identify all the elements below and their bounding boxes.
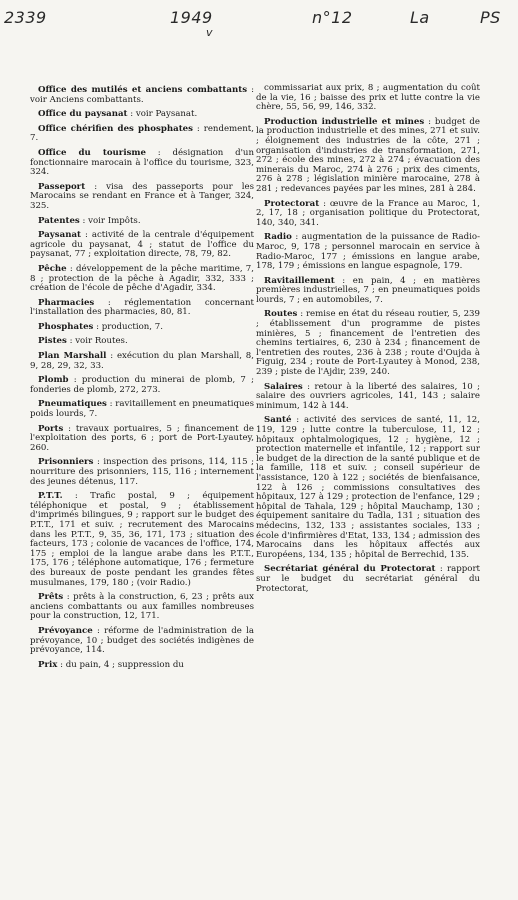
- handwritten-la: La: [410, 8, 430, 27]
- entry-text: : rendement, 7.: [30, 123, 254, 144]
- entry-text: : rapport sur le budget du secrétariat général du Protectorat,: [256, 564, 481, 594]
- index-entry: [30, 337, 254, 347]
- index-entry: [30, 86, 254, 105]
- entry-heading: Radio: [264, 232, 292, 243]
- entry-heading: P.T.T.: [38, 491, 63, 502]
- entry-heading: Production industrielle et mines: [264, 116, 425, 127]
- entry-text: commissariat aux prix, 8 ; augmentation du coût de la vie, 16 ; baisse des prix et lutte contre la vie chère, 55, 56, 99, 146, 332.: [256, 83, 480, 113]
- entry-text: : activité des services de santé, 11, 12, 119, 129 ; lutte contre la tuberculose, 11, 12 ; hôpitaux ophtalmologiques, 12 ; hygiène, 12 ; protection maternelle et infantile, 12 ; rapport sur le budget de la direction de la santé publique et de la famille, 118 et suiv. ; conseil supérieur de l'assistance, 120 à 122 ; sociétés de bienfaisance, 122 à 126 ; commissions consultatives des hôpitaux, 127 à 129 ; protection de l'enfance, 129 ; hôpital de Tahala, 129 ; hôpital Mauchamp, 130 ; équipement sanitaire du Tadla, 131 ; situation des médecins, 132, 133 ; assistantes sociales, 133 ; école d'infirmières d'Etat, 133, 134 ; admission des Marocains dans les hôpitaux affectés aux Européens, 134, 135 ; hôpital de Berrechid, 135.: [256, 415, 480, 560]
- index-entry: [30, 400, 254, 419]
- entry-heading: Ravitaillement: [264, 275, 335, 286]
- index-entry: [30, 458, 254, 487]
- entry-heading: Patentes: [38, 215, 80, 226]
- entry-text: : visa des passeports pour les Marocains se rendant en France et à Tanger, 324, 325.: [30, 181, 254, 211]
- entry-heading: Pharmacies: [38, 297, 95, 308]
- entry-heading: Office du paysanat: [38, 109, 128, 120]
- entry-heading: Prévoyance: [38, 625, 93, 636]
- entry-heading: Prix: [38, 659, 58, 670]
- index-entry: [256, 565, 480, 594]
- entry-heading: Plan Marshall: [38, 351, 107, 362]
- entry-text: : travaux portuaires, 5 ; financement de l'exploitation des ports, 6 ; port de Port-Lyautey, 260.: [30, 423, 254, 453]
- index-entry: [30, 425, 254, 454]
- entry-text: : réforme de l'administration de la prévoyance, 10 ; budget des sociétés indigènes de prévoyance, 114.: [30, 625, 254, 656]
- entry-heading: Prisonniers: [38, 457, 94, 468]
- entry-heading: Pêche: [38, 263, 67, 274]
- index-entry: [30, 593, 254, 622]
- entry-heading: Secrétariat général du Protectorat: [264, 564, 436, 575]
- index-entry: [256, 84, 480, 113]
- entry-text: : désignation d'un fonctionnaire marocain à l'office du tourisme, 323, 324.: [30, 147, 254, 178]
- entry-text: : du pain, 4 ; suppression du: [57, 659, 184, 670]
- entry-heading: Pneumatiques: [38, 399, 107, 410]
- index-entry: [30, 352, 254, 371]
- entry-text: : activité de la centrale d'équipement agricole du paysanat, 4 ; statut de l'office du paysanat, 77 ; exploitation directe, 78, 79, 82.: [30, 230, 254, 260]
- entry-text: : voir Routes.: [66, 336, 128, 347]
- index-entry: [256, 383, 480, 412]
- entry-text: : retour à la liberté des salaires, 10 ; salaire des ouvriers agricoles, 141, 143 ; salaire minimum, 142 à 144.: [256, 381, 480, 411]
- entry-text: : production, 7.: [93, 321, 163, 332]
- index-entry: [30, 110, 254, 120]
- entry-text: : budget de la production industrielle et des mines, 271 et suiv. ; éloignement des industries de la côte, 271 ; organisation d'industries de transformation, 271, 272 ; école des mines, 272 à 274 ; évacuation des minerais du Maroc, 274 à 276 ; prix des ciments, 276 à 278 ; législation minière marocaine, 278 à 281 ; redevances payées par les mines, 281 à 284.: [256, 116, 480, 194]
- entry-heading: Protectorat: [264, 198, 320, 209]
- index-entry: [256, 277, 480, 306]
- entry-heading: Plomb: [38, 375, 69, 386]
- entry-text: : développement de la pêche maritime, 7, 8 ; protection de la pêche à Agadir, 332, 333 ; création de l'école de pêche d'Agadir, 334.: [30, 263, 254, 294]
- entry-heading: Paysanat: [38, 230, 81, 241]
- index-entry: [256, 416, 480, 560]
- right-column: [256, 84, 480, 599]
- entry-heading: Office chérifien des phosphates: [38, 123, 193, 134]
- index-entry: [30, 125, 254, 144]
- index-entry: [30, 376, 254, 395]
- entry-heading: Office du tourisme: [38, 147, 146, 158]
- entry-heading: Routes: [264, 309, 298, 320]
- entry-heading: Phosphates: [38, 321, 94, 332]
- entry-text: : prêts à la construction, 6, 23 ; prêts aux anciens combattants ou aux familles nombreuses pour la construction, 12, 171.: [30, 592, 254, 622]
- entry-text: : voir Impôts.: [79, 215, 141, 226]
- entry-text: : en pain, 4 ; en matières premières industrielles, 7 ; en pneumatiques poids lourds, 7 ; en automobiles, 7.: [256, 275, 480, 305]
- entry-heading: Prêts: [38, 592, 64, 603]
- entry-text: : voir Anciens combattants.: [30, 85, 254, 105]
- index-entry: [256, 118, 480, 195]
- entry-heading: Ports: [38, 423, 64, 434]
- index-entry: [256, 233, 480, 271]
- index-entry: [30, 217, 254, 227]
- left-column: [30, 86, 254, 675]
- index-entry: [30, 183, 254, 212]
- entry-text: : augmentation de la puissance de Radio-Maroc, 9, 178 ; personnel marocain en service à Radio-Maroc, 177 ; émissions en langue arabe, 178, 179 ; émissions en langue espagnole, 179.: [256, 232, 480, 272]
- index-entry: [30, 627, 254, 656]
- entry-text: : réglementation concernant l'installation des pharmacies, 80, 81.: [30, 297, 254, 318]
- index-entry: [30, 323, 254, 333]
- entry-heading: Salaires: [264, 381, 303, 392]
- entry-text: : production du minerai de plomb, 7 ; fonderies de plomb, 272, 273.: [30, 375, 254, 395]
- entry-text: : Trafic postal, 9 ; équipement téléphonique et postal, 9 ; établissement d'imprimés bilingues, 9 ; rapport sur le budget des P.T.T., 171 et suiv. ; recrutement des Marocains dans les P.T.T., 9, 35, 36, 171, 173 ; situation des facteurs, 173 ; colonie de vacances de l'office, 174, 175 ; emploi de la langue arabe dans les P.T.T., 175, 176 ; téléphone automatique, 176 ; fermeture des bureaux de poste pendant les grandes fêtes musulmanes, 179, 180 ; (voir Radio.): [30, 491, 254, 588]
- handwritten-number: 2339: [4, 8, 47, 27]
- entry-heading: Passeport: [38, 181, 86, 192]
- entry-text: : voir Paysanat.: [127, 109, 198, 120]
- handwritten-v: v: [206, 26, 214, 39]
- index-entry: [30, 492, 254, 588]
- handwritten-year: 1949: [170, 8, 213, 27]
- entry-heading: Pistes: [38, 336, 67, 347]
- index-entry: [30, 299, 254, 318]
- entry-text: : œuvre de la France au Maroc, 1, 2, 17, 18 ; organisation politique du Protectorat, 140, 340, 341.: [256, 198, 480, 228]
- handwritten-issue: n°12: [312, 8, 353, 27]
- index-entry: [256, 200, 480, 229]
- handwritten-ps: PS: [480, 8, 501, 27]
- entry-heading: Santé: [264, 415, 292, 426]
- entry-text: : remise en état du réseau routier, 5, 239 ; établissement d'un programme de pistes minières, 5 ; financement de l'entretien des chemins tertiaires, 6, 230 à 234 ; financement de l'entretien des routes, 236 à 238 ; route d'Oujda à Figuig, 234 ; route de Port-Lyautey à Monod, 238, 239 ; piste de l'Ajdir, 239, 240.: [256, 309, 480, 378]
- entry-text: : exécution du plan Marshall, 8, 9, 28, 29, 32, 33.: [30, 351, 254, 371]
- entry-text: : ravitaillement en pneumatiques poids lourds, 7.: [30, 399, 254, 420]
- entry-heading: Office des mutilés et anciens combattants: [38, 85, 248, 95]
- index-entry: [30, 661, 254, 671]
- index-entry: [30, 231, 254, 260]
- index-entry: [256, 310, 480, 377]
- entry-text: : inspection des prisons, 114, 115 ; nourriture des prisonniers, 115, 116 ; internement des jeunes détenus, 117.: [30, 457, 254, 487]
- index-entry: [30, 149, 254, 178]
- index-entry: [30, 265, 254, 294]
